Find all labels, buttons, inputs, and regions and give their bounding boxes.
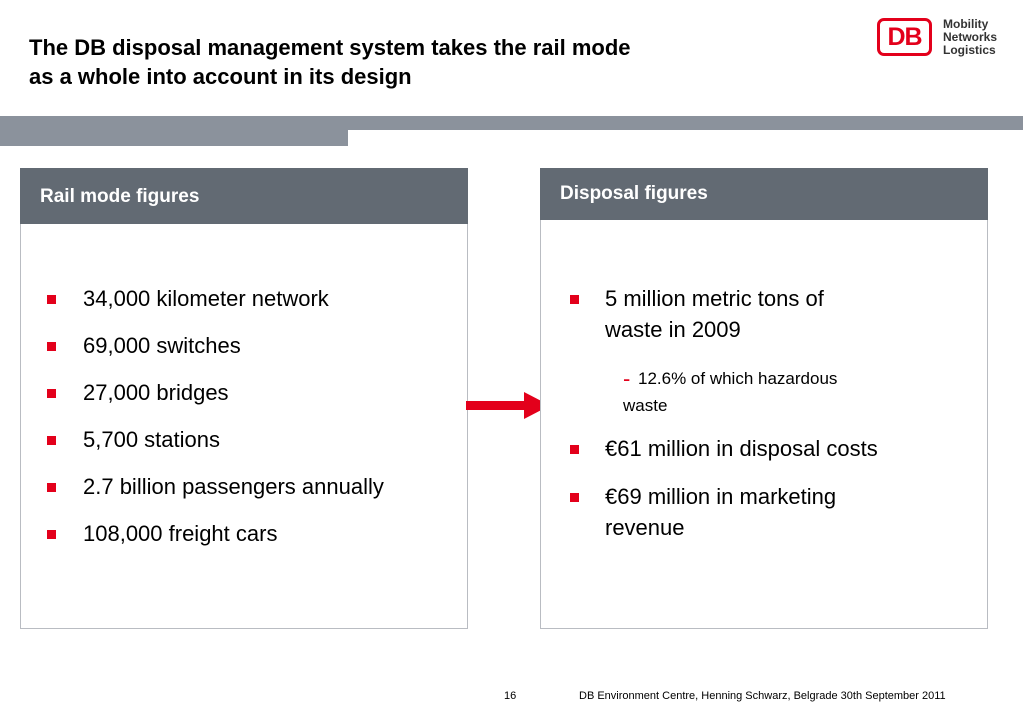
bullet-icon	[47, 295, 56, 304]
bullet-icon	[47, 389, 56, 398]
header-band-dark	[0, 116, 348, 146]
disposal-panel-header	[540, 168, 988, 220]
logo-tagline	[943, 18, 997, 57]
bullet-icon	[47, 342, 56, 351]
list-item-text: 27,000 bridges	[83, 380, 229, 405]
list-item-text: 5,700 stations	[83, 427, 220, 452]
page-number: 16	[504, 690, 517, 702]
list-item-text: waste in 2009	[605, 317, 741, 342]
bullet-icon	[47, 483, 56, 492]
logo-tagline-1: Mobility	[943, 17, 989, 31]
bullet-icon	[47, 436, 56, 445]
bullet-icon	[570, 295, 579, 304]
rail-mode-panel-title: Rail mode figures	[40, 186, 200, 207]
sub-list-item	[623, 365, 838, 394]
logo-tagline-3: Logistics	[943, 43, 996, 57]
list-item-text: 5 million metric tons of	[605, 286, 824, 311]
list-item-text: 2.7 billion passengers annually	[83, 474, 384, 499]
logo-tagline-2: Networks	[943, 30, 998, 44]
db-logo-mark: DB	[887, 22, 922, 51]
list-item-text: 34,000 kilometer network	[83, 286, 329, 311]
title-line-2: as a whole into account in its design	[29, 64, 412, 89]
list-item-text: 108,000 freight cars	[83, 521, 278, 546]
bullet-icon	[570, 493, 579, 502]
sub-item-text: 12.6% of which hazardous	[638, 369, 838, 388]
list-item-text: 69,000 switches	[83, 333, 241, 358]
list-item-text: revenue	[605, 515, 685, 540]
title-line-1: The DB disposal management system takes the rail mode	[29, 35, 631, 60]
bullet-icon	[570, 445, 579, 454]
header-band-light	[348, 116, 1023, 130]
disposal-panel-title: Disposal figures	[560, 183, 708, 204]
db-logo-box	[877, 18, 932, 56]
dash-marker: -	[623, 366, 631, 391]
disposal-panel	[540, 168, 988, 629]
list-item-text: €69 million in marketing	[605, 484, 837, 509]
slide-title	[29, 33, 789, 91]
rail-mode-panel	[20, 168, 468, 629]
sub-item-text-2: waste	[623, 396, 668, 415]
bullet-icon	[47, 530, 56, 539]
list-item-text: €61 million in disposal costs	[605, 436, 878, 461]
footer-text: DB Environment Centre, Henning Schwarz, Belgrade 30th September 2011	[579, 690, 946, 702]
rail-mode-panel-header	[20, 168, 468, 224]
